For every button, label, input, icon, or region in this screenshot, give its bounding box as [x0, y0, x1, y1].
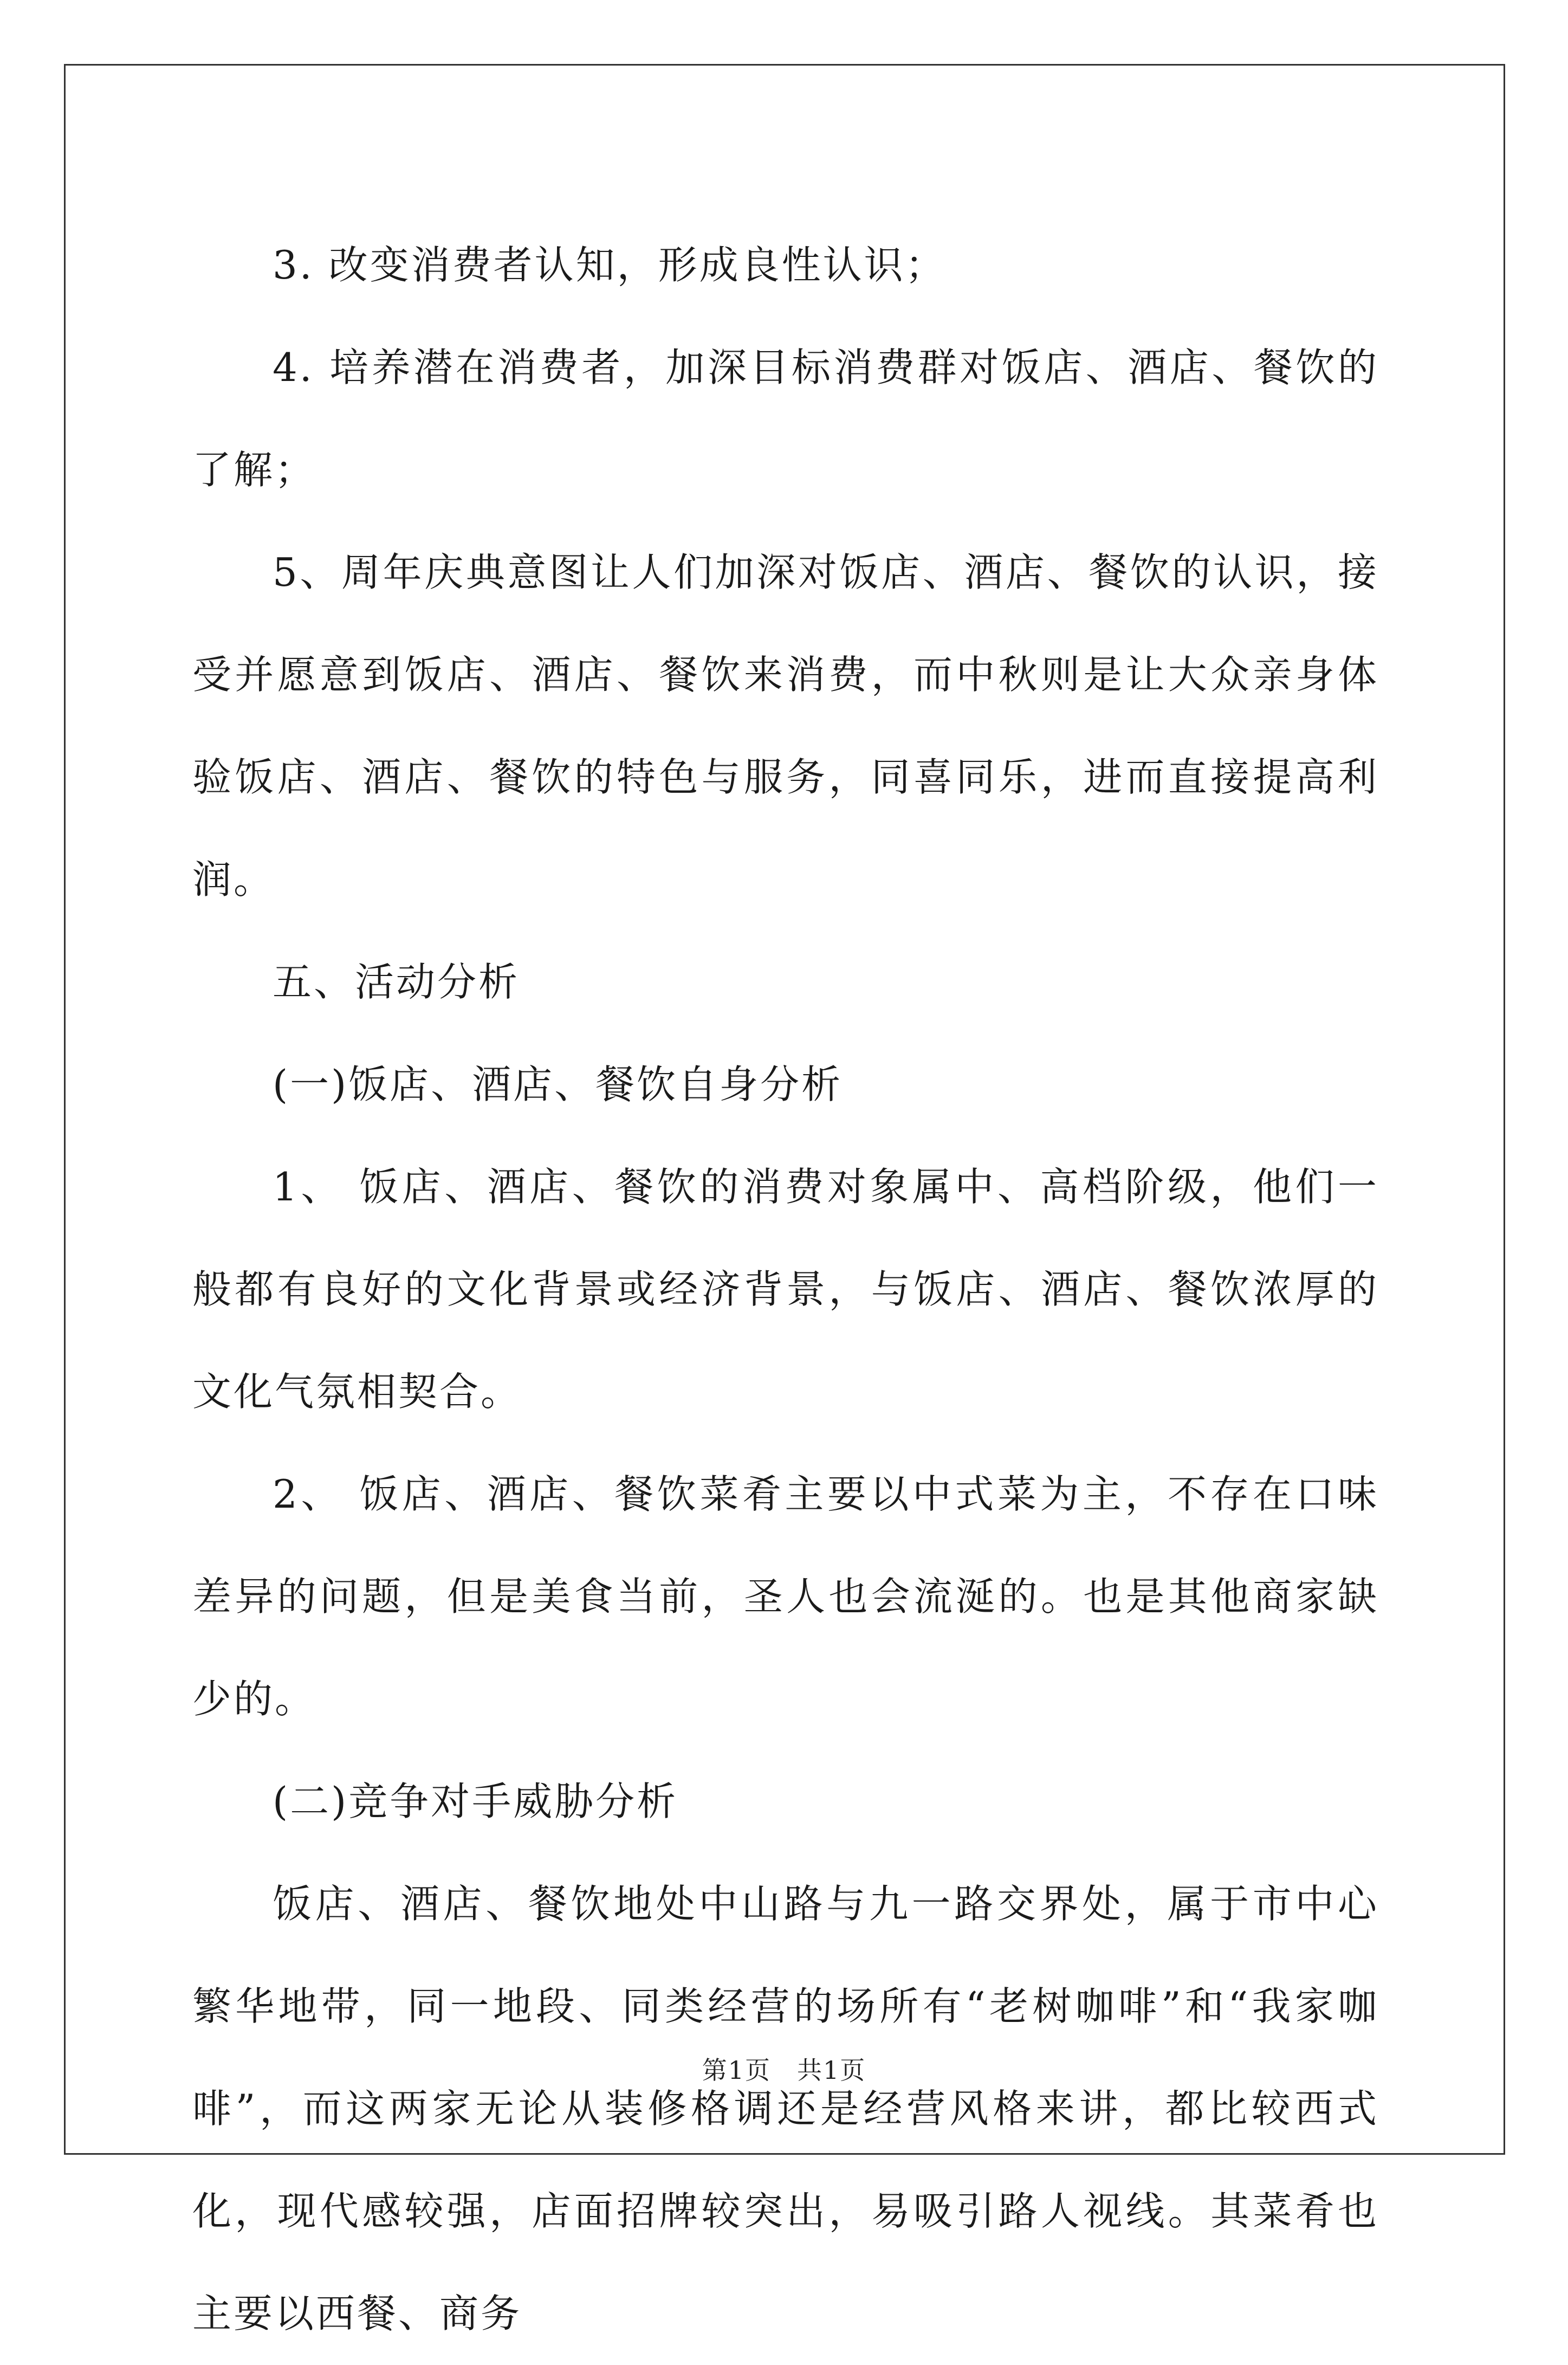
subheading-self-analysis: (一)饭店、酒店、餐饮自身分析 — [273, 1062, 843, 1107]
paragraph-item-3: 3. 改变消费者认知，形成良性认识； — [273, 242, 947, 288]
paragraph-item-5: 5、周年庆典意图让人们加深对饭店、酒店、餐饮的认识，接受并愿意到饭店、酒店、餐饮来消费，而中秋则是让大众亲身体验饭店、酒店、餐饮的特色与服务，同喜同乐，进而直接提高利润。 — [192, 550, 1379, 902]
document-body — [192, 214, 1379, 2365]
paragraph-item-4: 4. 培养潜在消费者，加深目标消费群对饭店、酒店、餐饮的了解； — [192, 345, 1379, 493]
paragraph-self-analysis-2: 2、 饭店、酒店、餐饮菜肴主要以中式菜为主，不存在口味差异的问题，但是美食当前，圣人也会流涎的。也是其他商家缺少的。 — [192, 1471, 1379, 1722]
page-number: 第1页 共1页 — [702, 2056, 866, 2085]
subheading-competitor-analysis: (二)竞争对手威胁分析 — [273, 1779, 678, 1824]
paragraph-self-analysis-1: 1、 饭店、酒店、餐饮的消费对象属中、高档阶级，他们一般都有良好的文化背景或经济背景，与饭店、酒店、餐饮浓厚的文化气氛相契合。 — [192, 1164, 1379, 1414]
paragraph-competitor-analysis: 饭店、酒店、餐饮地处中山路与九一路交界处，属于市中心繁华地带，同一地段、同类经营的场所有“老树咖啡”和“我家咖啡”，而这两家无论从装修格调还是经营风格来讲，都比较西式化，现代感较强，店面招牌较突出，易吸引路人视线。其菜肴也主要以西餐、商务 — [192, 1881, 1379, 2336]
section-heading-activity-analysis: 五、活动分析 — [273, 959, 520, 1005]
